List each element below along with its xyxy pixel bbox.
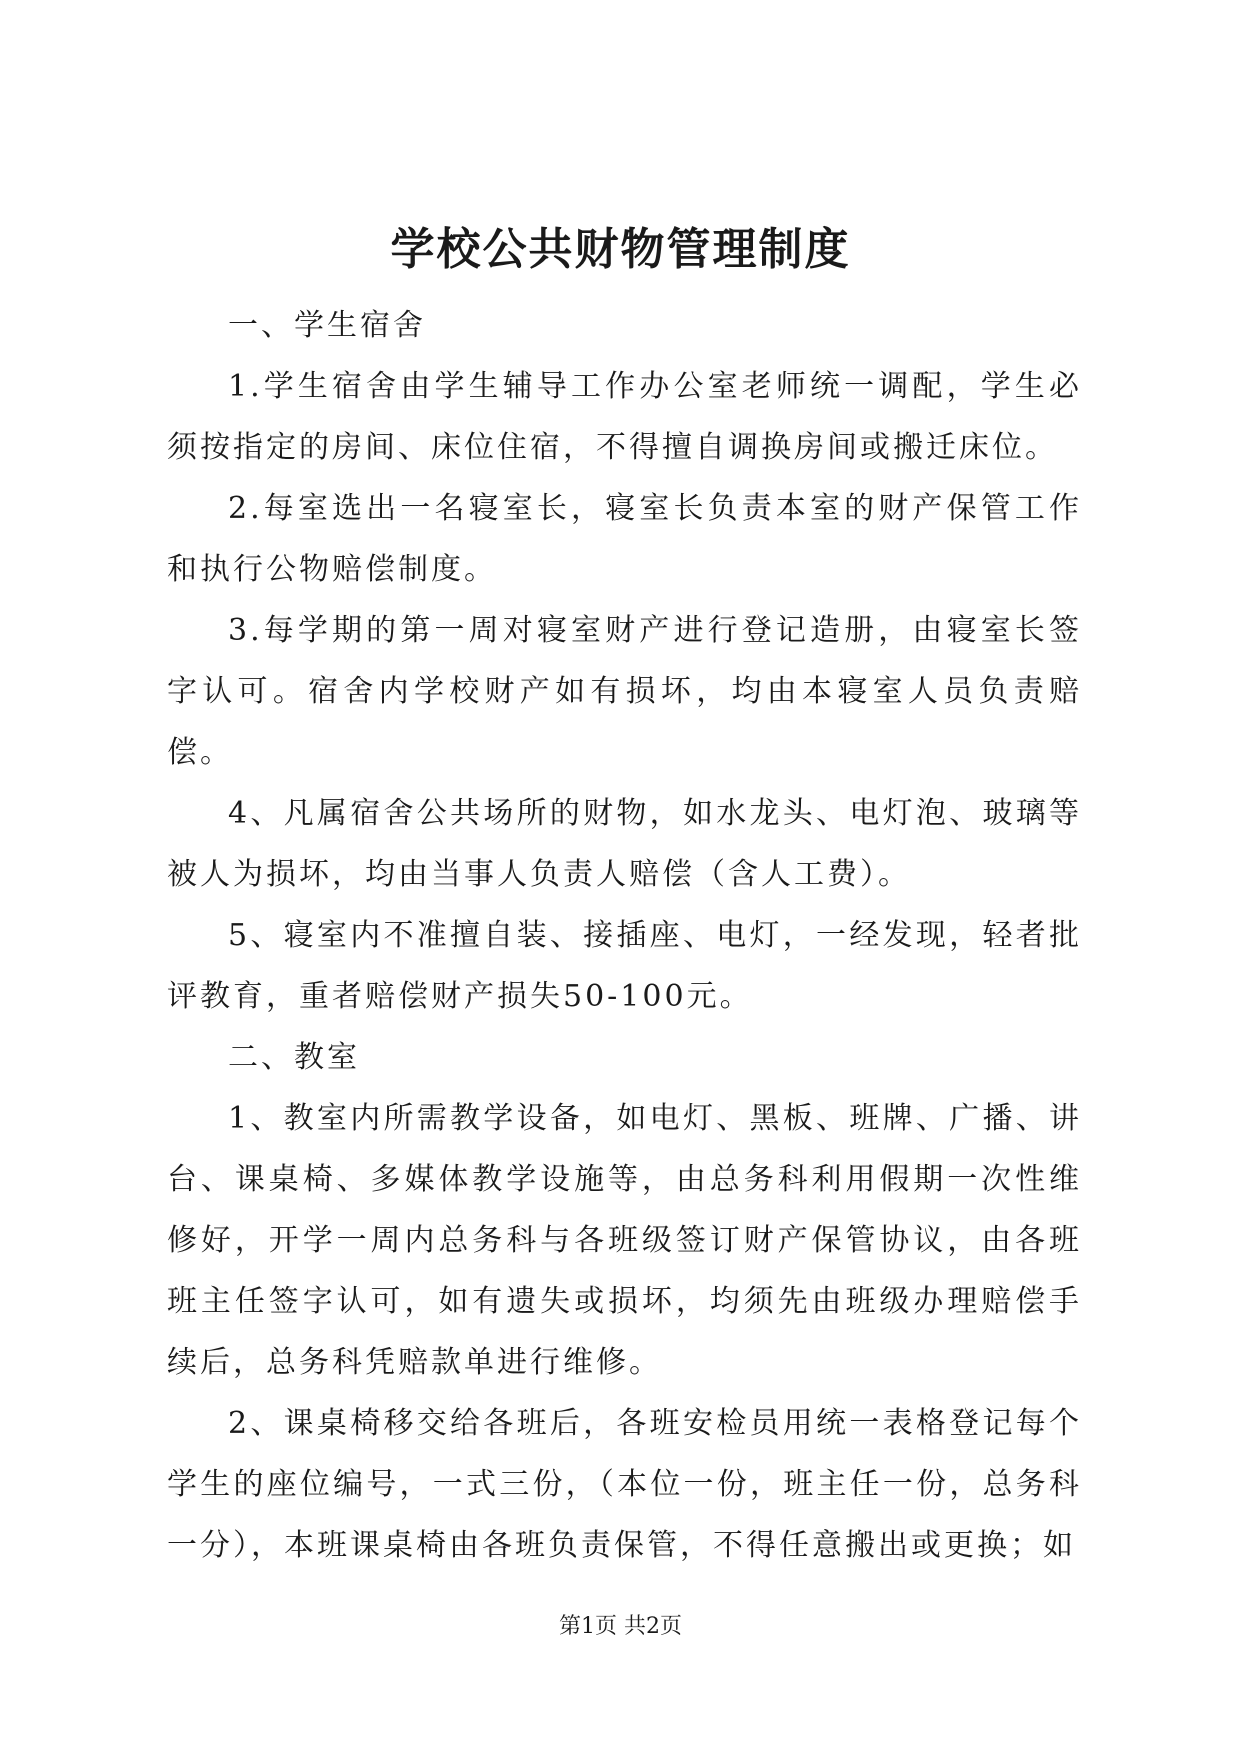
paragraph: 2、课桌椅移交给各班后，各班安检员用统一表格登记每个学生的座位编号，一式三份，（本位一份，班主任一份，总务科一分），本班课桌椅由各班负责保管，不得任意搬出或更换；如 xyxy=(167,1406,1082,1563)
paragraph: 2.每室选出一名寝室长，寝室长负责本室的财产保管工作和执行公物赔偿制度。 xyxy=(167,491,1082,587)
page-footer: 第1页 共2页 xyxy=(559,1614,682,1639)
section-heading-classroom: 二、教室 xyxy=(228,1040,360,1075)
paragraph: 1.学生宿舍由学生辅导工作办公室老师统一调配，学生必须按指定的房间、床位住宿，不得擅自调换房间或搬迁床位。 xyxy=(167,369,1082,465)
section-heading-dormitory: 一、学生宿舍 xyxy=(228,308,426,343)
paragraph: 1、教室内所需教学设备，如电灯、黑板、班牌、广播、讲台、课桌椅、多媒体教学设施等，由总务科利用假期一次性维修好，开学一周内总务科与各班级签订财产保管协议，由各班班主任签字认可，如有遗失或损坏，均须先由班级办理赔偿手续后，总务科凭赔款单进行维修。 xyxy=(167,1101,1082,1380)
document-body xyxy=(167,295,1082,1576)
paragraph: 5、寝室内不准擅自装、接插座、电灯，一经发现，轻者批评教育，重者赔偿财产损失50-100元。 xyxy=(167,918,1082,1014)
paragraph: 3.每学期的第一周对寝室财产进行登记造册，由寝室长签字认可。宿舍内学校财产如有损坏，均由本寝室人员负责赔偿。 xyxy=(167,613,1082,770)
document-title: 学校公共财物管理制度 xyxy=(390,224,851,275)
paragraph: 4、凡属宿舍公共场所的财物，如水龙头、电灯泡、玻璃等被人为损坏，均由当事人负责人赔偿（含人工费）。 xyxy=(167,796,1082,892)
